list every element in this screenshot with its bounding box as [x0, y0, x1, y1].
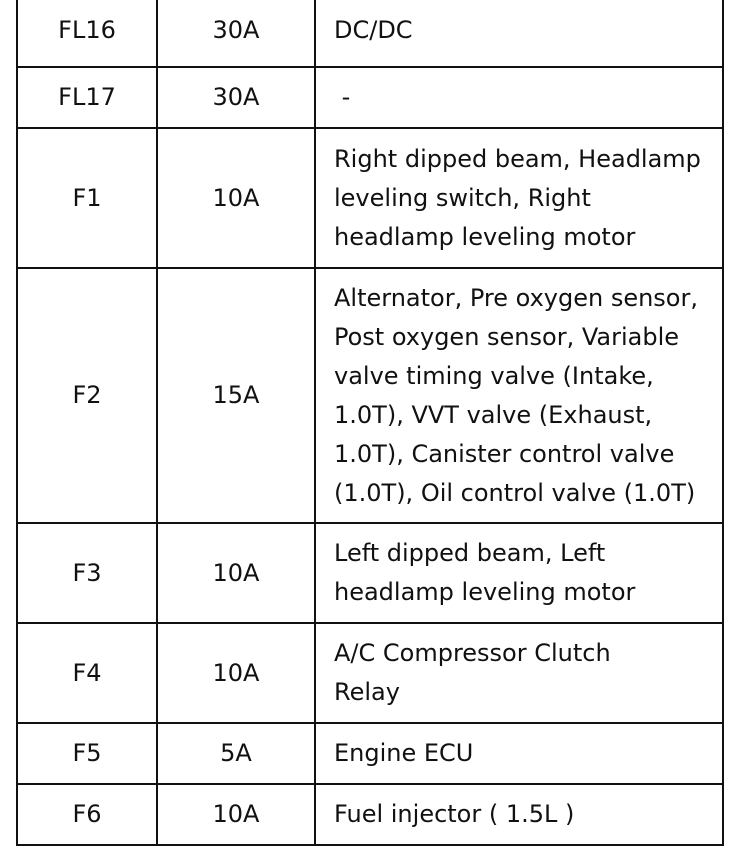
description-line: DC/DC — [334, 15, 413, 44]
fuse-id-cell: F2 — [17, 268, 157, 523]
rating-cell: 30A — [157, 67, 315, 128]
fuse-table — [16, 0, 724, 846]
table-row — [17, 268, 723, 523]
description-line: Left dipped beam, Left — [334, 539, 606, 567]
description-cell — [315, 623, 723, 723]
fuse-id-cell: F1 — [17, 128, 157, 268]
description-line: 1.0T), VVT valve (Exhaust, — [334, 400, 653, 429]
description-line: headlamp leveling motor — [334, 578, 636, 606]
description-line: (1.0T), Oil control valve (1.0T) — [334, 478, 696, 507]
description-cell — [315, 784, 723, 845]
description-cell — [315, 268, 723, 523]
description-line: Fuel injector ( 1.5L ) — [334, 800, 575, 828]
rating-cell: 15A — [157, 268, 315, 523]
description-line: Alternator, Pre oxygen sensor, — [334, 283, 698, 312]
table-row — [17, 67, 723, 128]
fuse-id-cell: FL16 — [17, 0, 157, 67]
table-row — [17, 128, 723, 268]
rating-cell: 5A — [157, 723, 315, 784]
table-row — [17, 523, 723, 623]
description-line: - — [334, 83, 351, 111]
rating-cell: 30A — [157, 0, 315, 67]
description-line: Right dipped beam, Headlamp — [334, 144, 701, 173]
fuse-id-cell: F4 — [17, 623, 157, 723]
description-line: headlamp leveling motor — [334, 222, 636, 251]
description-cell — [315, 523, 723, 623]
fuse-id-cell: F6 — [17, 784, 157, 845]
rating-cell: 10A — [157, 784, 315, 845]
description-line: leveling switch, Right — [334, 183, 591, 212]
rating-cell: 10A — [157, 523, 315, 623]
rating-cell: 10A — [157, 128, 315, 268]
description-line: Relay — [334, 678, 400, 706]
description-cell — [315, 67, 723, 128]
fuse-id-cell: F5 — [17, 723, 157, 784]
description-cell — [315, 723, 723, 784]
description-cell — [315, 128, 723, 268]
table-row — [17, 723, 723, 784]
description-line: Post oxygen sensor, Variable — [334, 322, 679, 351]
description-line: Engine ECU — [334, 739, 474, 767]
description-line: A/C Compressor Clutch — [334, 639, 611, 667]
table-row — [17, 0, 723, 67]
description-line: valve timing valve (Intake, — [334, 361, 654, 390]
fuse-id-cell: F3 — [17, 523, 157, 623]
description-cell — [315, 0, 723, 67]
description-line: 1.0T), Canister control valve — [334, 439, 675, 468]
table-row — [17, 784, 723, 845]
fuse-id-cell: FL17 — [17, 67, 157, 128]
rating-cell: 10A — [157, 623, 315, 723]
table-row — [17, 623, 723, 723]
